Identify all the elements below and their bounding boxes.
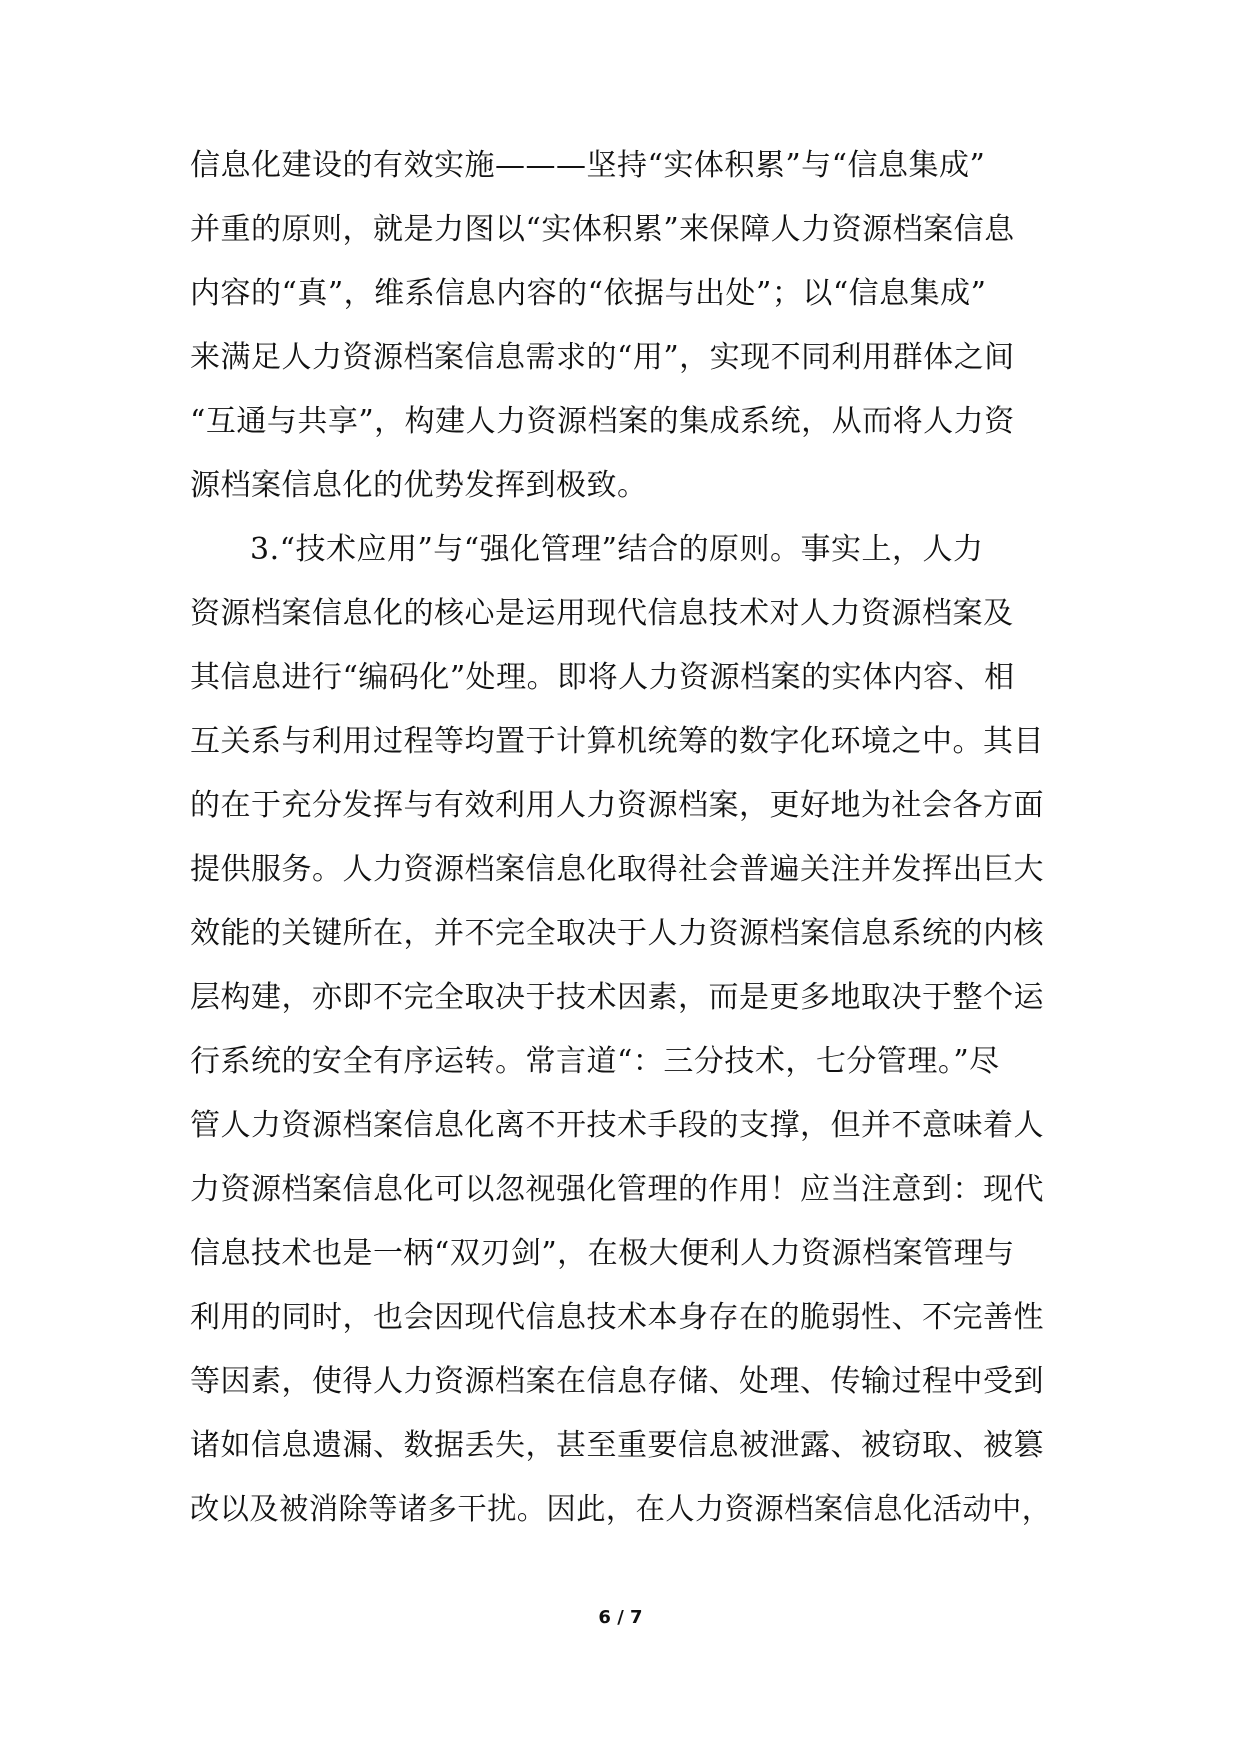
text-line: 的在于充分发挥与有效利用人力资源档案，更好地为社会各方面	[190, 788, 1044, 823]
text-line: 来满足人力资源档案信息需求的“用”，实现不同利用群体之间	[190, 340, 1015, 375]
text-line: 提供服务。人力资源档案信息化取得社会普遍关注并发挥出巨大	[190, 852, 1044, 887]
text-line: 力资源档案信息化可以忽视强化管理的作用！应当注意到：现代	[190, 1172, 1044, 1207]
text-line: 源档案信息化的优势发挥到极致。	[190, 468, 648, 503]
text-line: 效能的关键所在，并不完全取决于人力资源档案信息系统的内核	[190, 916, 1044, 951]
text-line: 并重的原则，就是力图以“实体积累”来保障人力资源档案信息	[190, 212, 1015, 247]
text-line: 管人力资源档案信息化离不开技术手段的支撑，但并不意味着人	[190, 1108, 1044, 1143]
text-line: 利用的同时，也会因现代信息技术本身存在的脆弱性、不完善性	[190, 1300, 1044, 1335]
text-line: 行系统的安全有序运转。常言道“：三分技术，七分管理。”尽	[190, 1044, 1000, 1079]
text-line: 层构建，亦即不完全取决于技术因素，而是更多地取决于整个运	[190, 980, 1044, 1015]
text-line: “互通与共享”，构建人力资源档案的集成系统，从而将人力资	[190, 404, 1015, 439]
text-line: 内容的“真”，维系信息内容的“依据与出处”；以“信息集成”	[190, 276, 987, 311]
text-line: 互关系与利用过程等均置于计算机统筹的数字化环境之中。其目	[190, 724, 1044, 759]
text-line: 等因素，使得人力资源档案在信息存储、处理、传输过程中受到	[190, 1364, 1044, 1399]
paragraph-first-line: 3.“技术应用”与“强化管理”结合的原则。事实上，人力	[250, 532, 984, 567]
page-number: 6 / 7	[598, 1607, 643, 1628]
text-line: 信息化建设的有效实施———坚持“实体积累”与“信息集成”	[190, 148, 986, 183]
text-line: 诸如信息遗漏、数据丢失，甚至重要信息被泄露、被窃取、被篡	[190, 1428, 1044, 1463]
text-line: 信息技术也是一柄“双刃剑”，在极大便利人力资源档案管理与	[190, 1236, 1015, 1271]
text-line: 资源档案信息化的核心是运用现代信息技术对人力资源档案及	[190, 596, 1014, 631]
text-line: 其信息进行“编码化”处理。即将人力资源档案的实体内容、相	[190, 660, 1015, 695]
text-line: 改以及被消除等诸多干扰。因此，在人力资源档案信息化活动中，	[190, 1492, 1052, 1527]
